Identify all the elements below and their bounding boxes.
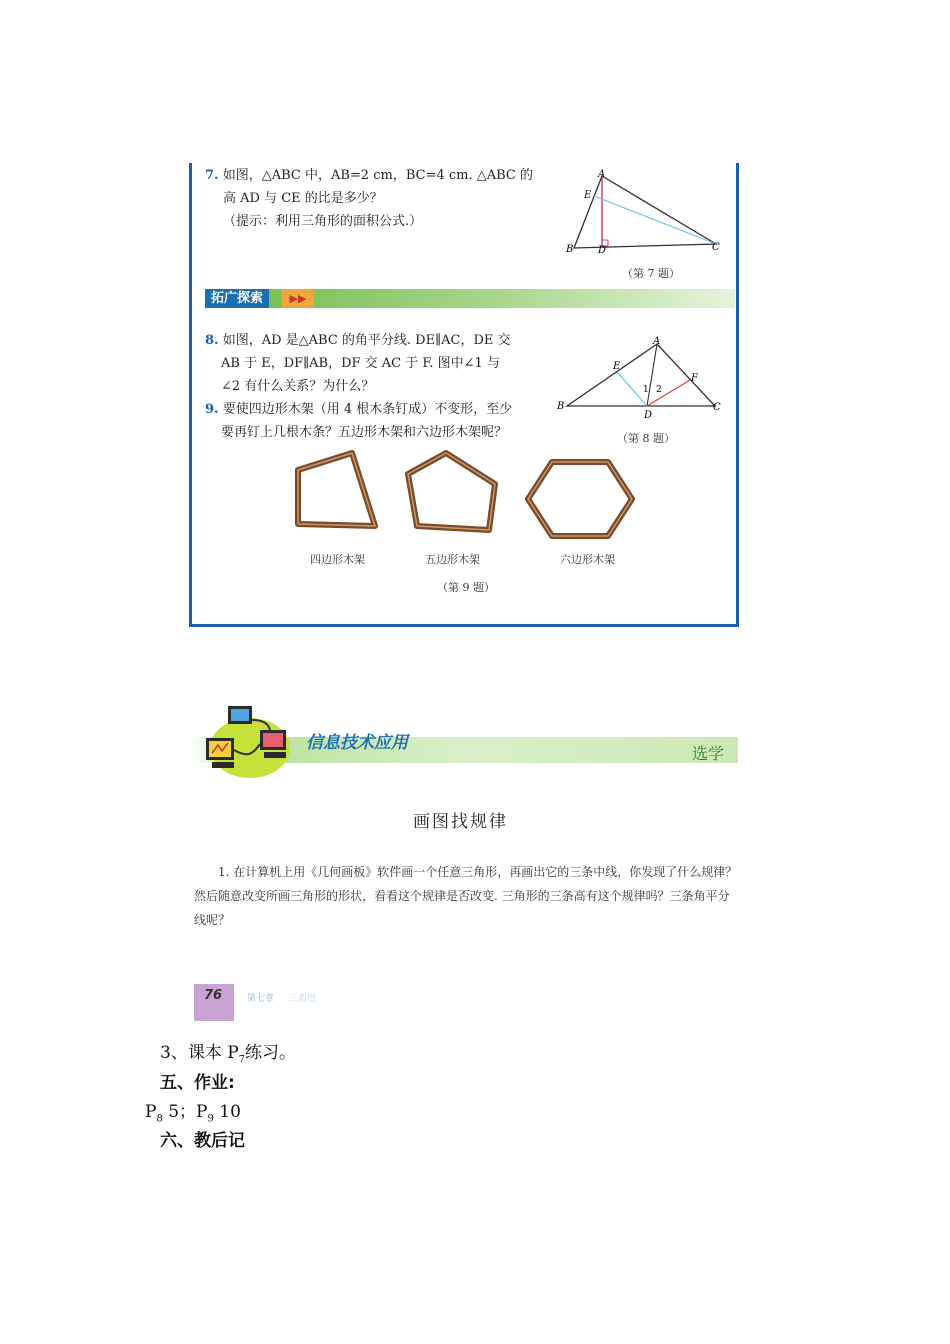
homework-pages <box>145 1097 241 1124</box>
section-heading: 画图找规律 <box>413 812 508 832</box>
figure-9-caption: （第 9 题） <box>437 581 495 594</box>
fig7-label-b: B <box>566 244 574 255</box>
section-arrow-icon: ▶▶ <box>282 289 314 308</box>
heading-reflection: 六、教后记 <box>160 1131 245 1151</box>
hw-end: 10 <box>213 1102 241 1122</box>
question-9-number: 9. <box>205 402 219 417</box>
fig8-label-d: D <box>644 410 653 421</box>
computers-icon <box>198 698 298 784</box>
fig7-label-e: E <box>584 190 592 201</box>
info-paragraph: 1. 在计算机上用《几何画板》软件画一个任意三角形，再画出它的三条中线，你发现了什么规律？然后随意改变所画三角形的形状，看看这个规律是否改变. 三角形的三条高有这个规律吗？三条角平分线呢？ <box>194 865 738 927</box>
question-7-number: 7. <box>205 168 219 183</box>
doc-line-textbook-practice <box>160 1038 296 1065</box>
question-9 <box>205 398 555 444</box>
hexagon-frame-label: 六边形木架 <box>560 553 615 566</box>
hw-mid: 5；P <box>162 1102 208 1122</box>
question-7-line1: 如图，△ABC 中，AB=2 cm，BC=4 cm. △ABC 的 <box>222 168 533 183</box>
info-tech-title: 信息技术应用 <box>306 733 408 753</box>
pentagon-frame-label: 五边形木架 <box>425 553 480 566</box>
question-7-hint: （提示：利用三角形的面积公式.） <box>223 214 423 229</box>
fig8-label-a: A <box>653 336 661 347</box>
fig8-label-f: F <box>691 373 698 384</box>
section-label: 拓广探索 <box>205 289 269 308</box>
question-8-number: 8. <box>205 333 219 348</box>
page-number: 76 <box>204 988 223 1003</box>
doc-line1-prefix: 3、课本 P <box>160 1043 239 1063</box>
hexagon-frame <box>522 456 637 542</box>
question-7 <box>205 164 555 233</box>
elective-tag: 选学 <box>692 744 725 763</box>
fig8-label-c: C <box>713 402 721 413</box>
fig7-label-a: A <box>598 169 606 180</box>
figure-7-caption: （第 7 题） <box>622 267 680 280</box>
quadrilateral-frame <box>290 446 380 536</box>
chapter-title: 三角形 <box>289 994 317 1004</box>
fig8-angle-2: 2 <box>656 385 662 395</box>
figure-8-caption: （第 8 题） <box>617 432 675 445</box>
fig7-label-c: C <box>712 242 720 253</box>
chapter-label: 第七章 <box>247 994 275 1004</box>
doc-line1-suffix: 练习。 <box>245 1043 297 1063</box>
figure-7-triangle <box>560 166 730 266</box>
quadrilateral-frame-label: 四边形木架 <box>310 553 365 566</box>
hw-p1: P <box>145 1102 157 1122</box>
question-9-line2: 要再钉上几根木条？五边形木架和六边形木架呢？ <box>221 425 508 440</box>
doc-line1-sub: 7 <box>238 1054 246 1066</box>
fig8-angle-1: 1 <box>643 385 649 395</box>
question-7-line2: 高 AD 与 CE 的比是多少？ <box>223 191 383 206</box>
question-9-line1: 要使四边形木架（用 4 根木条钉成）不变形，至少 <box>222 402 513 417</box>
question-8-line3: ∠2 有什么关系？为什么？ <box>221 379 375 394</box>
question-8-line1: 如图，AD 是△ABC 的角平分线. DE∥AC，DE 交 <box>222 333 511 348</box>
question-8 <box>205 329 555 398</box>
pentagon-frame <box>400 446 505 536</box>
question-8-line2: AB 于 E，DF∥AB，DF 交 AC 于 F. 图中∠1 与 <box>221 356 500 371</box>
fig7-label-d: D <box>598 245 607 256</box>
hw-s1: 8 <box>156 1113 163 1125</box>
fig8-label-b: B <box>557 401 565 412</box>
heading-homework: 五、作业: <box>160 1073 235 1093</box>
hw-s2: 9 <box>207 1113 214 1125</box>
fig8-label-e: E <box>613 361 621 372</box>
figure-8-triangle <box>555 334 730 424</box>
